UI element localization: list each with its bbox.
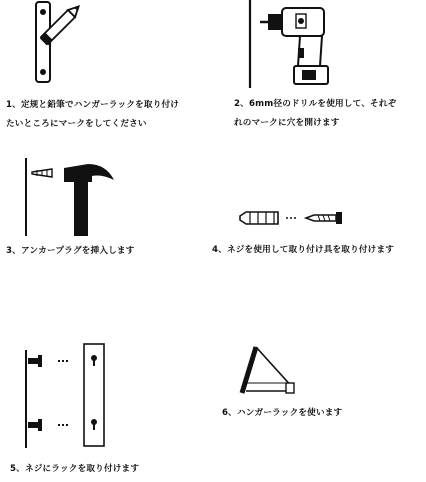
anchor-screw-illustration (236, 204, 356, 232)
step-6-text: 6、ハンガーラックを使います (222, 408, 343, 418)
screw-icon (306, 212, 342, 224)
anchor-plug-icon (240, 212, 278, 224)
step-3-text: 3、アンカープラグを挿入します (6, 246, 135, 256)
step-4-text: 4、ネジを使用して取り付け具を取り付けます (212, 245, 395, 255)
mount-rack-illustration (20, 340, 120, 450)
hanger-rack-illustration (236, 343, 300, 399)
screw-icon (28, 419, 42, 431)
drill-icon (260, 8, 328, 84)
screw-icon (28, 355, 42, 367)
step-1-text-line2: たいところにマークをしてください (6, 119, 147, 129)
anchor-plug-icon (32, 169, 52, 177)
rack-plate-icon (84, 344, 104, 446)
step-1-text-line1: 1、定规と鉛筆でハンガーラックを取り付け (6, 100, 180, 110)
hammer-icon (64, 164, 114, 236)
hammer-anchor-illustration (18, 158, 118, 238)
drill-illustration (238, 0, 358, 95)
step-2-text-line1: 2、6mm径のドリルを使用して、それぞ (234, 99, 397, 109)
arrow-icon (58, 361, 70, 425)
hanger-rack-icon (242, 347, 294, 393)
step-5-text: 5、ネジにラックを取り付けます (10, 464, 140, 474)
ruler-pencil-illustration (28, 0, 118, 86)
step-2-text-line2: れのマークに穴を開けます (234, 118, 340, 128)
